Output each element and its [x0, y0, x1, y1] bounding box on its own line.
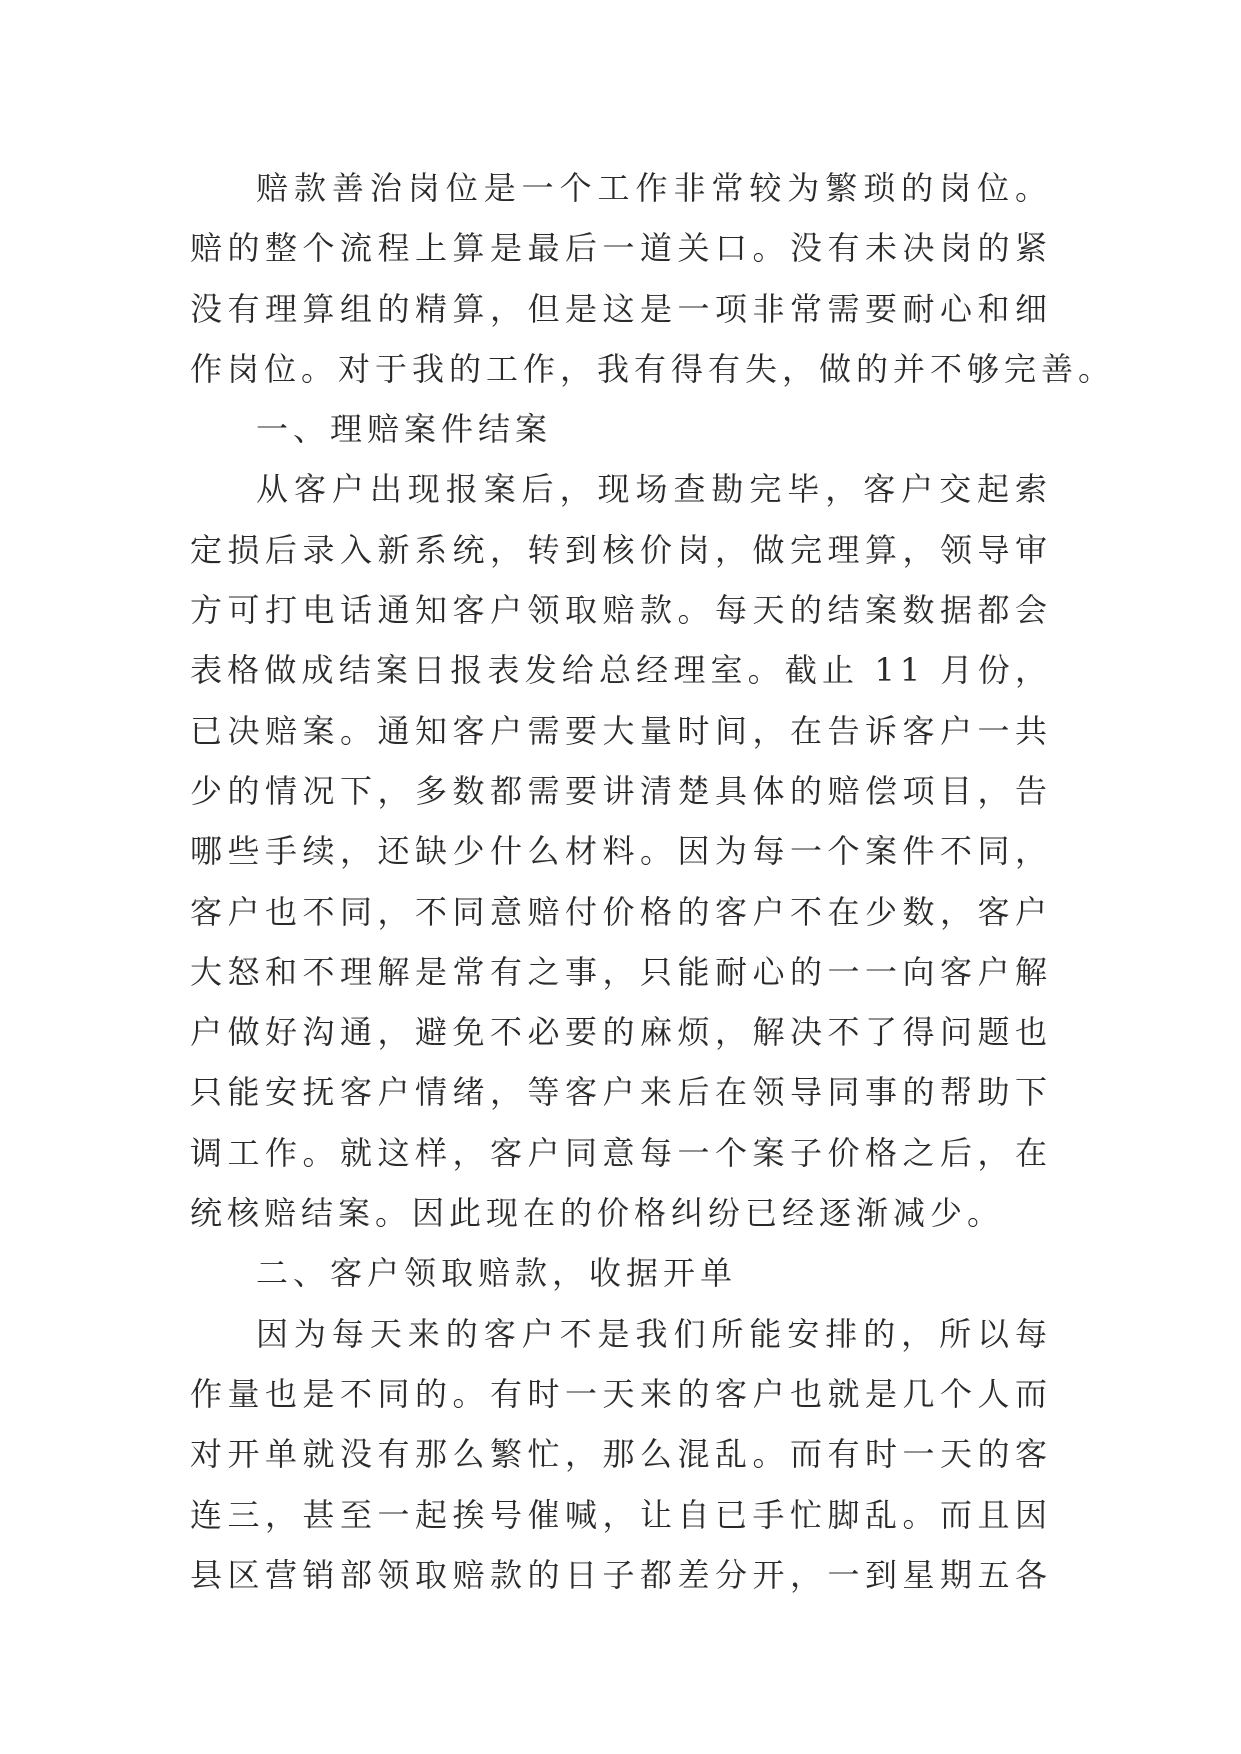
text-line: 方可打电话通知客户领取赔款。每天的结案数据都会 — [190, 591, 1052, 630]
text-line: 客户也不同，不同意赔付价格的客户不在少数，客户 — [190, 892, 1052, 931]
text-line: 户做好沟通，避免不必要的麻烦，解决不了得问题也 — [190, 1013, 1052, 1052]
text-line: 对开单就没有那么繁忙，那么混乱。而有时一天的客 — [190, 1435, 1052, 1474]
text-line: 从客户出现报案后，现场查勘完毕，客户交起索 — [256, 470, 1052, 509]
text-line: 只能安抚客户情绪，等客户来后在领导同事的帮助下 — [190, 1073, 1052, 1112]
text-line: 连三，甚至一起挨号催喊，让自已手忙脚乱。而且因 — [190, 1495, 1052, 1534]
text-line: 少的情况下，多数都需要讲清楚具体的赔偿项目，告 — [190, 771, 1052, 810]
text-line: 统核赔结案。因此现在的价格纠纷已经逐渐减少。 — [190, 1194, 1005, 1233]
text-line: 没有理算组的精算，但是这是一项非常需要耐心和细 — [190, 289, 1052, 328]
text-line: 作量也是不同的。有时一天来的客户也就是几个人而 — [190, 1374, 1052, 1413]
text-line: 赔款善治岗位是一个工作非常较为繁琐的岗位。 — [256, 169, 1052, 207]
text-line: 二、客户领取赔款，收据开单 — [256, 1254, 738, 1293]
document-body — [190, 158, 1116, 1605]
text-line: 哪些手续，还缺少什么材料。因为每一个案件不同， — [190, 832, 1052, 871]
text-line: 因为每天来的客户不是我们所能安排的，所以每 — [256, 1314, 1052, 1353]
text-line: 调工作。就这样，客户同意每一个案子价格之后，在 — [190, 1133, 1052, 1172]
text-line: 县区营销部领取赔款的日子都差分开，一到星期五各 — [190, 1555, 1052, 1594]
text-line: 大怒和不理解是常有之事，只能耐心的一一向客户解 — [190, 952, 1052, 991]
text-line: 已决赔案。通知客户需要大量时间，在告诉客户一共 — [190, 711, 1052, 750]
text-line: 赔的整个流程上算是最后一道关口。没有未决岗的紧 — [190, 229, 1052, 268]
text-line: 定损后录入新系统，转到核价岗，做完理算，领导审 — [190, 530, 1052, 569]
text-line: 作岗位。对于我的工作，我有得有失，做的并不够完善。 — [190, 349, 1116, 388]
text-line: 一、理赔案件结案 — [256, 410, 553, 449]
text-line: 表格做成结案日报表发给总经理室。截止 11 月份， — [190, 651, 1052, 690]
